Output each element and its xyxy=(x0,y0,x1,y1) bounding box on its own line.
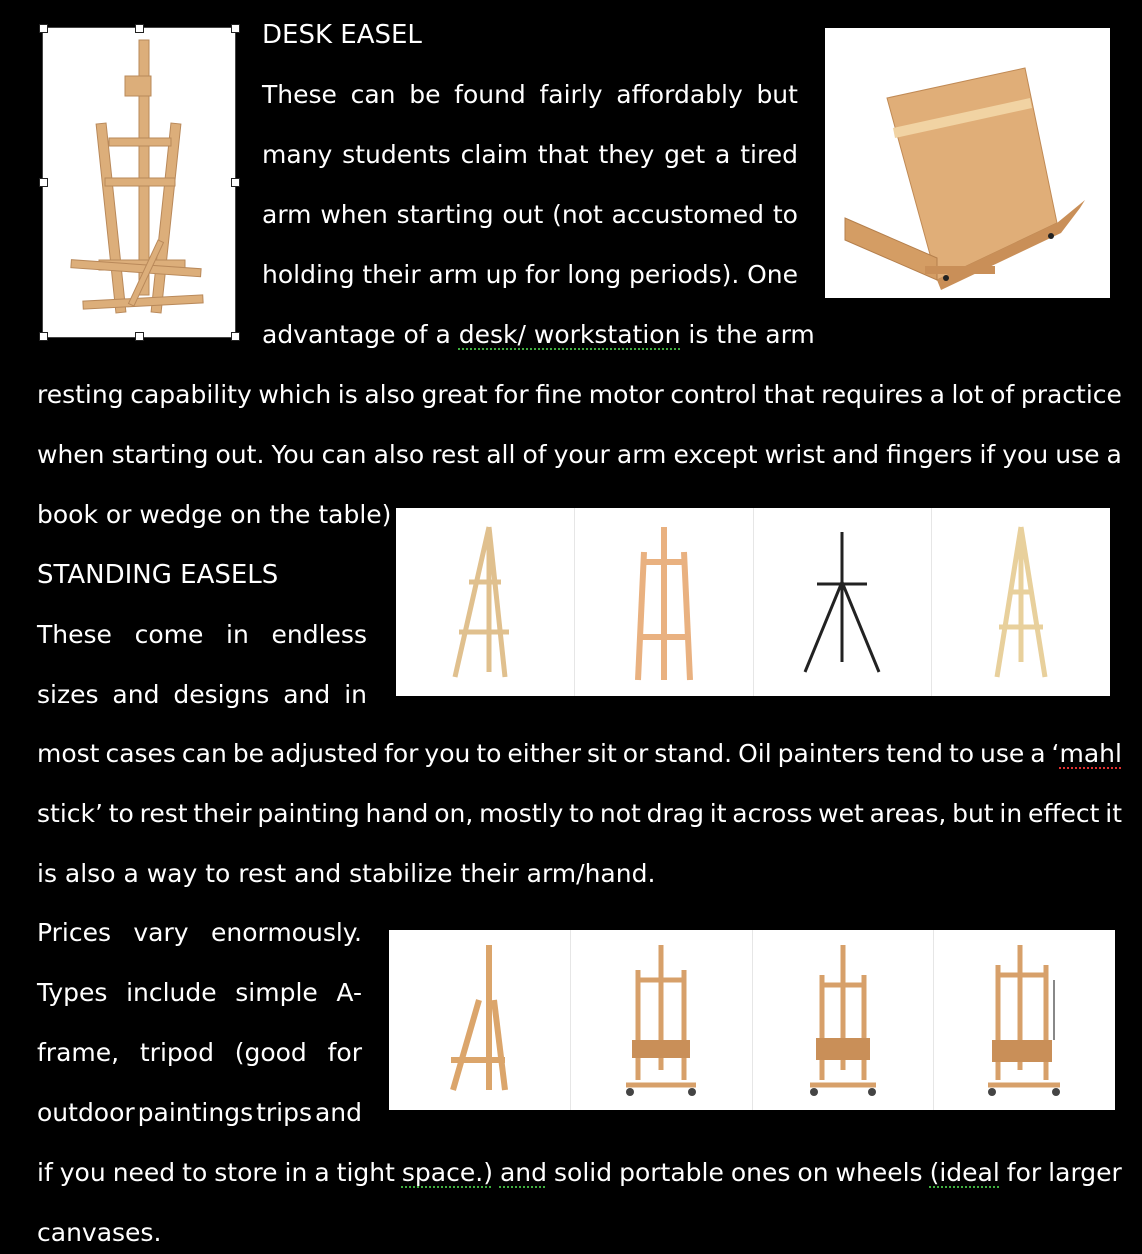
word: requires xyxy=(821,380,923,409)
word: include xyxy=(126,978,217,1007)
word: A- xyxy=(336,978,362,1007)
word: for xyxy=(327,1038,362,1067)
word: students xyxy=(342,140,451,169)
word: come xyxy=(134,620,204,649)
word: get xyxy=(664,140,706,169)
strip-cell-a-frame xyxy=(396,508,575,696)
word: a xyxy=(1106,440,1122,469)
standing-narrow-line-1 xyxy=(37,620,367,650)
word: great xyxy=(421,380,488,409)
word: claim xyxy=(460,140,528,169)
strip-cell-lyre xyxy=(575,508,754,696)
word: that xyxy=(537,140,589,169)
word: on xyxy=(797,1158,829,1187)
word: ones xyxy=(730,1158,791,1187)
word: is xyxy=(337,380,358,409)
mahl-spelling-flag[interactable]: mahl xyxy=(1059,739,1122,768)
word: across xyxy=(732,799,813,828)
word: control xyxy=(670,380,758,409)
word: up xyxy=(485,260,518,289)
word: fairly xyxy=(539,80,603,109)
word: wheels xyxy=(835,1158,923,1187)
word: your xyxy=(553,440,610,469)
word: lot xyxy=(951,380,984,409)
word: for xyxy=(525,260,560,289)
word: also xyxy=(373,440,425,469)
word: adjusted xyxy=(270,739,379,768)
word: can xyxy=(350,80,396,109)
word: found xyxy=(454,80,526,109)
standing-narrow-line-2 xyxy=(37,680,367,710)
word: either xyxy=(507,739,582,768)
strip2-cell-studio-crank xyxy=(934,930,1115,1110)
word: holding xyxy=(262,260,355,289)
strip-cell-light-a-frame xyxy=(932,508,1110,696)
word: but xyxy=(756,80,798,109)
word: in xyxy=(999,799,1023,828)
prices-narrow-line-4 xyxy=(37,1098,362,1128)
word: use xyxy=(1055,440,1100,469)
standing-full-line-1 xyxy=(37,799,1122,829)
word: tight xyxy=(336,1158,395,1187)
word: portable xyxy=(619,1158,724,1187)
word: on, xyxy=(434,799,474,828)
desk-line-5 xyxy=(262,320,815,350)
word: be xyxy=(232,739,265,768)
word: a xyxy=(314,1158,330,1187)
word: they xyxy=(598,140,655,169)
word: use xyxy=(980,739,1025,768)
standing-last-line: is also a way to rest and stabilize their arm/hand. xyxy=(37,859,656,888)
word: can xyxy=(181,739,227,768)
word: Types xyxy=(37,978,108,1007)
desk-line-5-pre: advantage of a xyxy=(262,320,459,349)
desk-workstation-grammar-flag[interactable]: desk/ workstation xyxy=(458,320,681,349)
word: paintings xyxy=(137,1098,254,1127)
word: cases xyxy=(105,739,176,768)
strip2-cell-h-frame xyxy=(571,930,753,1110)
word: in xyxy=(344,680,367,709)
word: rest xyxy=(139,799,188,828)
word: rest xyxy=(431,440,480,469)
a-frame-easel-illustration xyxy=(445,522,525,682)
light-a-frame-easel-illustration xyxy=(981,522,1061,682)
word: Prices xyxy=(37,918,112,947)
word: starting xyxy=(111,440,209,469)
word: practice xyxy=(1020,380,1122,409)
resize-handle-middle-left[interactable] xyxy=(39,178,48,187)
word: areas, xyxy=(869,799,947,828)
desk-narrow-line-3 xyxy=(262,200,798,230)
word: One xyxy=(747,260,798,289)
resize-handle-top-middle[interactable] xyxy=(135,24,144,33)
word: you xyxy=(424,739,471,768)
word: it xyxy=(709,799,727,828)
desk-line-5-post: is the arm xyxy=(680,320,815,349)
word: trips xyxy=(256,1098,312,1127)
word: Oil xyxy=(738,739,772,768)
prices-last-line: canvases. xyxy=(37,1218,162,1247)
desk-easel-heading: DESK EASEL xyxy=(262,20,422,50)
word: and xyxy=(283,680,331,709)
word: wet xyxy=(818,799,864,828)
word: not xyxy=(599,799,641,828)
mahl-quote: ‘ xyxy=(1051,739,1060,768)
word: enormously. xyxy=(210,918,362,947)
resize-handle-bottom-right[interactable] xyxy=(231,332,240,341)
ideal-grammar-flag[interactable]: (ideal xyxy=(929,1158,1000,1187)
word: to xyxy=(476,739,502,768)
desk-easel-illustration xyxy=(43,28,235,337)
space-grammar-flag[interactable]: space.) xyxy=(401,1158,493,1187)
word: in xyxy=(284,1158,308,1187)
word: and xyxy=(112,680,160,709)
word: stand. xyxy=(654,739,733,768)
strip2-cell-h-frame-drawer xyxy=(753,930,935,1110)
strip-cell-tripod xyxy=(754,508,933,696)
word: if xyxy=(979,440,996,469)
prices-line-wheels xyxy=(37,1158,1122,1188)
standing-easels-heading: STANDING EASELS xyxy=(37,560,279,590)
resize-handle-bottom-middle[interactable] xyxy=(135,332,144,341)
word: if xyxy=(37,1158,53,1187)
word: periods). xyxy=(628,260,740,289)
standing-line-mahl xyxy=(37,739,1122,769)
word: most xyxy=(37,739,100,768)
desk-narrow-line-2 xyxy=(262,140,798,170)
and-grammar-flag[interactable]: and xyxy=(499,1158,547,1187)
word: or xyxy=(622,739,649,768)
prices-narrow-line-1 xyxy=(37,918,362,948)
word: larger xyxy=(1048,1158,1122,1187)
word: drag xyxy=(646,799,704,828)
word: to xyxy=(108,799,134,828)
desk-last-line: book or wedge on the table) xyxy=(37,500,392,529)
word: and xyxy=(314,1098,362,1127)
word: outdoor xyxy=(37,1098,135,1127)
word: fine xyxy=(535,380,583,409)
tabletop-easel-illustration xyxy=(825,28,1110,298)
word: hand xyxy=(365,799,429,828)
word: all xyxy=(486,440,516,469)
mahl-word xyxy=(1052,739,1122,769)
word: mostly xyxy=(479,799,564,828)
word: of xyxy=(990,380,1015,409)
word: painters xyxy=(777,739,881,768)
word: resting xyxy=(37,380,124,409)
h-frame-drawer-easel-illustration xyxy=(798,940,888,1100)
word: sit xyxy=(587,739,617,768)
word: effect xyxy=(1027,799,1100,828)
word: can xyxy=(321,440,367,469)
word: also xyxy=(364,380,415,409)
word: arm xyxy=(262,200,312,229)
word: a xyxy=(715,140,731,169)
desk-full-line-2 xyxy=(37,440,1122,470)
word: their xyxy=(193,799,252,828)
word: endless xyxy=(271,620,367,649)
word: capability xyxy=(130,380,252,409)
word: vary xyxy=(133,918,189,947)
word: motor xyxy=(588,380,664,409)
word: to xyxy=(182,1158,208,1187)
word: it xyxy=(1105,799,1122,828)
word: of xyxy=(522,440,547,469)
word: need xyxy=(112,1158,176,1187)
word: that xyxy=(763,380,815,409)
tabletop-easel-image xyxy=(825,28,1110,298)
word: store xyxy=(214,1158,278,1187)
prices-narrow-line-3 xyxy=(37,1038,362,1068)
word: when xyxy=(320,200,388,229)
word: which xyxy=(258,380,332,409)
word: painting xyxy=(257,799,360,828)
word: for xyxy=(494,380,529,409)
word: wrist xyxy=(764,440,826,469)
word: starting xyxy=(396,200,494,229)
word: you xyxy=(1002,440,1049,469)
desk-narrow-line-4 xyxy=(262,260,798,290)
resize-handle-middle-right[interactable] xyxy=(231,178,240,187)
word: designs xyxy=(173,680,270,709)
word: out. xyxy=(215,440,265,469)
word: simple xyxy=(235,978,318,1007)
word: tend xyxy=(886,739,943,768)
word: (good xyxy=(234,1038,307,1067)
word: fingers xyxy=(886,440,973,469)
word: you xyxy=(59,1158,106,1187)
prices-narrow-line-2 xyxy=(37,978,362,1008)
word: in xyxy=(226,620,249,649)
standing-easels-image-strip xyxy=(396,508,1110,696)
word: sizes xyxy=(37,680,99,709)
word: These xyxy=(37,620,112,649)
word: for xyxy=(1006,1158,1042,1187)
word: accustomed xyxy=(611,200,765,229)
word: stick’ xyxy=(37,799,103,828)
word: to xyxy=(948,739,975,768)
word: but xyxy=(952,799,994,828)
strip2-cell-a-frame xyxy=(389,930,571,1110)
studio-easels-image-strip xyxy=(389,930,1115,1110)
word: be xyxy=(409,80,441,109)
word: (not xyxy=(552,200,603,229)
studio-crank-easel-illustration xyxy=(980,940,1070,1100)
word: solid xyxy=(554,1158,613,1187)
word: a xyxy=(1030,739,1046,768)
resize-handle-top-right[interactable] xyxy=(231,24,240,33)
word: affordably xyxy=(616,80,743,109)
resize-handle-top-left[interactable] xyxy=(39,24,48,33)
word: These xyxy=(262,80,337,109)
word: many xyxy=(262,140,333,169)
word: their xyxy=(362,260,421,289)
word: for xyxy=(384,739,419,768)
word: You xyxy=(271,440,315,469)
word: and xyxy=(832,440,880,469)
word: tired xyxy=(740,140,798,169)
tripod-easel-illustration xyxy=(797,522,887,682)
word: frame, xyxy=(37,1038,120,1067)
word: when xyxy=(37,440,105,469)
word: out xyxy=(502,200,544,229)
h-frame-easel-illustration xyxy=(616,940,706,1100)
word: a xyxy=(929,380,945,409)
word: tripod xyxy=(139,1038,214,1067)
word: to xyxy=(772,200,798,229)
lyre-easel-illustration xyxy=(624,522,704,682)
word: to xyxy=(569,799,595,828)
desk-narrow-line-1 xyxy=(262,80,798,110)
word: arm xyxy=(428,260,478,289)
a-frame-wood-easel-illustration xyxy=(439,940,519,1100)
word: long xyxy=(567,260,622,289)
word: arm xyxy=(616,440,667,469)
resize-handle-bottom-left[interactable] xyxy=(39,332,48,341)
desk-full-line-1 xyxy=(37,380,1122,410)
word: except xyxy=(673,440,758,469)
desk-easel-image[interactable] xyxy=(43,28,235,337)
